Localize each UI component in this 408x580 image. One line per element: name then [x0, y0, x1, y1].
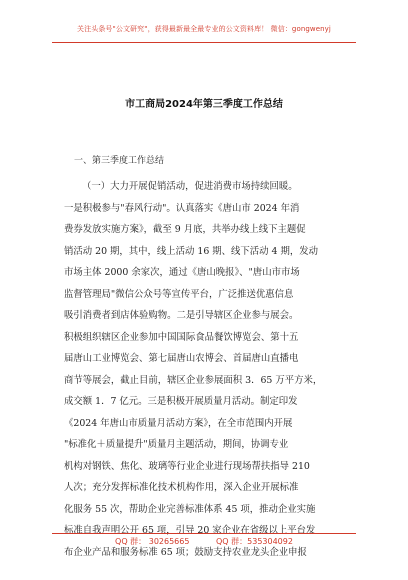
body-line: 标准自我声明公开 65 项，引导 20 家企业在省级以上平台发 — [64, 525, 316, 536]
body-line: （一）大力开展促销活动，促进消费市场持续回暖。 — [82, 181, 298, 192]
header-banner: 关注头条号"公文研究"，获得最新最全最专业的公文资料库！ 微信：gongwenyj — [77, 25, 331, 33]
header-divider — [52, 42, 356, 43]
section-heading: 一、第三季度工作总结 — [74, 156, 165, 166]
body-line: 市场主体 2000 余家次，通过《唐山晚报》、"唐山市市场 — [64, 267, 300, 278]
footer — [0, 536, 408, 547]
body-line: 届唐山工业博览会、第七届唐山农博会、首届唐山直播电 — [64, 353, 299, 364]
body-line: 积极组织辖区企业参加中国国际食品餐饮博览会、第十五 — [64, 331, 299, 343]
body-line: 吸引消费者到店体验购物。二是引导辖区企业参与展会。 — [64, 310, 299, 321]
body-line: 销活动 20 期，其中，线上活动 16 期、线下活动 4 期，发动 — [64, 245, 318, 257]
body-line: 费券发放实施方案》，截至 9 月底，共举办线上线下主题促 — [64, 224, 306, 235]
body-text — [64, 176, 346, 563]
body-line: "标准化＋质量提升"质量月主题活动，期间，协调专业 — [64, 439, 289, 450]
footer-qq-group-2: QQ 群：535304092 — [216, 537, 293, 546]
body-line: 人次；充分发挥标准化技术机构作用，深入企业开展标准 — [64, 482, 299, 493]
body-line: 商节等展会，截止目前，辖区企业参展面积 3．65 万平方米， — [64, 374, 323, 386]
body-line: 机构对钢铁、焦化、玻璃等行业企业进行现场帮扶指导 210 — [64, 460, 310, 472]
body-line: 《2024 年唐山市质量月活动方案》，在全市范围内开展 — [64, 417, 293, 429]
body-line: 成交额 1．7 亿元。三是积极开展质量月活动。制定印发 — [64, 396, 298, 407]
document-title: 市工商局2024年第三季度工作总结 — [125, 99, 283, 110]
footer-qq-group-1: QQ 群： 30265665 — [115, 537, 190, 546]
body-line: 监督管理局"微信公众号等宣传平台，广泛推送优惠信息 — [64, 288, 294, 300]
body-line: 布企业产品和服务标准 65 项；鼓励支持农业龙头企业申报 — [64, 546, 307, 558]
footer-divider — [52, 533, 356, 534]
body-line: 一是积极参与"春风行动"。认真落实《唐山市 2024 年消 — [64, 202, 300, 214]
body-line: 化服务 55 次，帮助企业完善标准体系 45 项，推动企业实施 — [64, 503, 316, 515]
